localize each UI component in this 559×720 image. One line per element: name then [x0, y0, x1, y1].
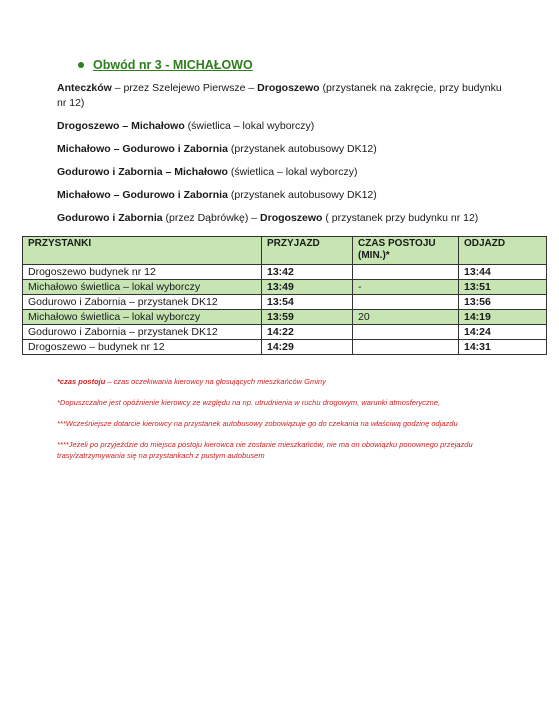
footnote-lead: *czas postoju — [57, 377, 106, 386]
section-title: Obwód nr 3 - MICHAŁOWO — [93, 58, 253, 72]
cell-arrival: 14:29 — [262, 340, 353, 355]
route-segment: (przez Dąbrówkę) – — [162, 212, 261, 224]
cell-arrival: 13:49 — [262, 280, 353, 295]
route-segment: Michałowo – Godurowo i Zabornia — [57, 189, 228, 201]
route-segment: Anteczków — [57, 82, 112, 94]
cell-arrival: 13:59 — [262, 310, 353, 325]
cell-departure: 13:51 — [459, 280, 547, 295]
route-segment: Godurowo i Zabornia – Michałowo — [57, 166, 228, 178]
footnote — [57, 397, 507, 408]
cell-stop: Drogoszewo – budynek nr 12 — [23, 340, 262, 355]
table-header-row — [23, 237, 547, 265]
cell-departure: 13:56 — [459, 295, 547, 310]
bullet-icon — [78, 62, 84, 68]
footnotes — [57, 376, 507, 471]
footnote-text: ***Wcześniejsze dotarcie kierowcy na przystanek autobusowy zobowiązuje go do czekania na właściwą godzinę odjazdu — [57, 419, 458, 428]
route-line — [57, 188, 507, 203]
table-row — [23, 325, 547, 340]
route-segment: Godurowo i Zabornia — [57, 212, 163, 224]
route-segment: (świetlica – lokal wyborczy) — [227, 166, 358, 178]
column-header-wait: CZAS POSTOJU (MIN.)* — [353, 237, 459, 265]
cell-departure: 14:31 — [459, 340, 547, 355]
route-line — [57, 165, 507, 180]
cell-wait: 20 — [353, 310, 459, 325]
route-list — [57, 81, 507, 234]
route-segment: – przez Szelejewo Pierwsze – — [111, 82, 258, 94]
route-segment: Michałowo – Godurowo i Zabornia — [57, 143, 228, 155]
column-header-arrival: PRZYJAZD — [262, 237, 353, 265]
cell-wait — [353, 325, 459, 340]
route-segment: (przystanek na zakręcie, przy budynku nr 12) — [57, 82, 502, 109]
schedule-table — [22, 236, 547, 355]
cell-stop: Drogoszewo budynek nr 12 — [23, 265, 262, 280]
route-segment: Drogoszewo – Michałowo — [57, 120, 185, 132]
cell-departure: 14:24 — [459, 325, 547, 340]
column-header-departure: ODJAZD — [459, 237, 547, 265]
route-segment: Drogoszewo — [257, 82, 320, 94]
route-segment: (świetlica – lokal wyborczy) — [184, 120, 315, 132]
table-row — [23, 295, 547, 310]
cell-wait — [353, 265, 459, 280]
footnote — [57, 376, 507, 387]
route-line — [57, 211, 507, 226]
route-line — [57, 142, 507, 157]
route-segment: (przystanek autobusowy DK12) — [227, 189, 377, 201]
cell-wait — [353, 340, 459, 355]
table-row — [23, 310, 547, 325]
cell-departure: 14:19 — [459, 310, 547, 325]
route-segment: (przystanek autobusowy DK12) — [227, 143, 377, 155]
cell-wait: - — [353, 280, 459, 295]
route-line — [57, 119, 507, 134]
cell-stop: Godurowo i Zabornia – przystanek DK12 — [23, 295, 262, 310]
cell-stop: Godurowo i Zabornia – przystanek DK12 — [23, 325, 262, 340]
table-row — [23, 280, 547, 295]
table-row — [23, 265, 547, 280]
footnote-text: – czas oczekiwania kierowcy na głosujących mieszkańców Gminy — [105, 377, 326, 386]
route-segment: ( przystanek przy budynku nr 12) — [322, 212, 479, 224]
table-row — [23, 340, 547, 355]
cell-arrival: 13:54 — [262, 295, 353, 310]
cell-departure: 13:44 — [459, 265, 547, 280]
footnote — [57, 418, 507, 429]
cell-wait — [353, 295, 459, 310]
footnote-text: *Dopuszczalne jest opóźnienie kierowcy ze względu na np. utrudnienia w ruchu drogowym, warunki atmosferyczne, — [57, 398, 441, 407]
column-header-stops: PRZYSTANKI — [23, 237, 262, 265]
cell-stop: Michałowo świetlica – lokal wyborczy — [23, 310, 262, 325]
section-heading — [78, 58, 253, 72]
route-segment: Drogoszewo — [260, 212, 323, 224]
cell-arrival: 13:42 — [262, 265, 353, 280]
footnote-text: ****Jeżeli po przyjeździe do miejsca postoju kierowca nie zostanie mieszkańców, nie ma on obowiązku ponownego przejazdu trasy/zatrzymywania się na przystankach z pustym autobusem — [57, 440, 473, 460]
cell-stop: Michałowo świetlica – lokal wyborczy — [23, 280, 262, 295]
cell-arrival: 14:22 — [262, 325, 353, 340]
route-line — [57, 81, 507, 111]
footnote — [57, 439, 507, 461]
